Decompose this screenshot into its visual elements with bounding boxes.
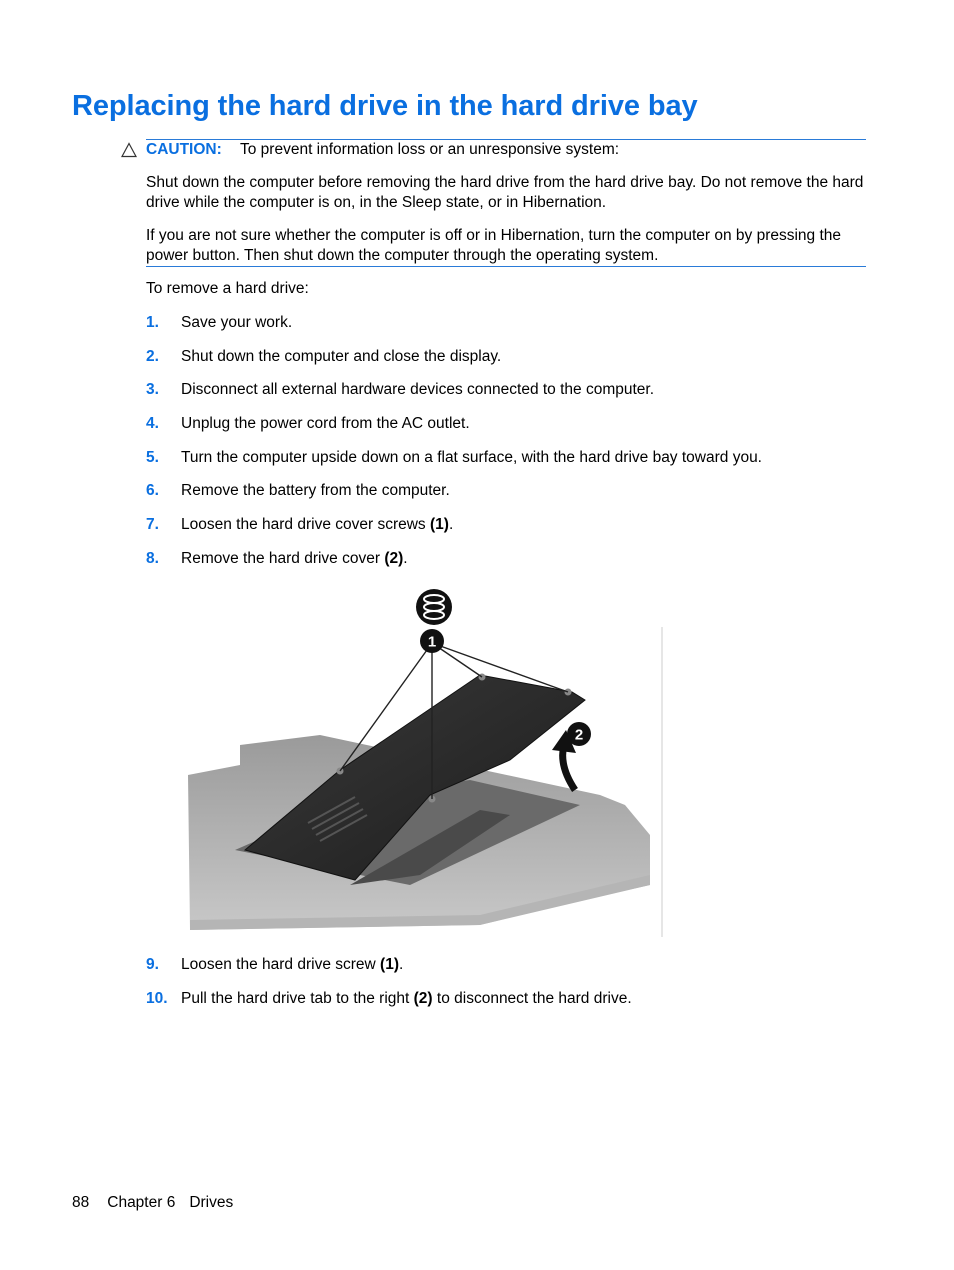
page-footer bbox=[72, 1194, 233, 1212]
caution-text: To prevent information loss or an unresponsive system: bbox=[240, 141, 620, 158]
svg-text:1: 1 bbox=[427, 633, 437, 651]
step-text: Loosen the hard drive cover screws (1). bbox=[181, 516, 454, 533]
step-number: 2. bbox=[146, 348, 159, 365]
step-number: 8. bbox=[146, 550, 159, 567]
step-number: 4. bbox=[146, 415, 159, 432]
step-text: Save your work. bbox=[181, 314, 293, 331]
page-title: Replacing the hard drive in the hard drive bay bbox=[72, 90, 698, 122]
step-number: 9. bbox=[146, 956, 159, 973]
step-number: 5. bbox=[146, 449, 159, 466]
page-number: 88 bbox=[72, 1194, 90, 1211]
step-text: Disconnect all external hardware devices connected to the computer. bbox=[181, 381, 655, 398]
step-number: 3. bbox=[146, 381, 159, 398]
step-text: Shut down the computer and close the display. bbox=[181, 348, 502, 365]
chapter-label: Chapter 6 bbox=[107, 1194, 176, 1211]
step-text: Pull the hard drive tab to the right (2) to disconnect the hard drive. bbox=[181, 990, 632, 1007]
step-number: 1. bbox=[146, 314, 159, 331]
caution-paragraph-2: If you are not sure whether the computer is off or in Hibernation, turn the computer on by pressing the power button. Then shut down the computer through the operating system. bbox=[146, 227, 842, 264]
intro-text: To remove a hard drive: bbox=[146, 280, 309, 297]
caution-paragraph-1: Shut down the computer before removing the hard drive from the hard drive bay. Do not remove the hard drive while the computer is on, in the Sleep state, or in Hibernation. bbox=[146, 174, 864, 211]
caution-label: CAUTION: bbox=[146, 141, 222, 158]
step-text: Loosen the hard drive screw (1). bbox=[181, 956, 404, 973]
svg-text:2: 2 bbox=[574, 726, 584, 744]
step-number: 6. bbox=[146, 482, 159, 499]
step-text: Unplug the power cord from the AC outlet. bbox=[181, 415, 470, 432]
callout-1 bbox=[420, 629, 444, 653]
hard-drive-cover-illustration bbox=[180, 585, 665, 940]
step-number: 7. bbox=[146, 516, 159, 533]
section-label: Drives bbox=[189, 1194, 234, 1211]
step-text: Remove the battery from the computer. bbox=[181, 482, 450, 499]
hard-drive-stack-icon bbox=[416, 589, 452, 625]
step-text: Turn the computer upside down on a flat surface, with the hard drive bay toward you. bbox=[181, 449, 762, 466]
warning-triangle-icon bbox=[121, 142, 137, 158]
step-number: 10. bbox=[146, 990, 168, 1007]
step-text: Remove the hard drive cover (2). bbox=[181, 550, 408, 567]
